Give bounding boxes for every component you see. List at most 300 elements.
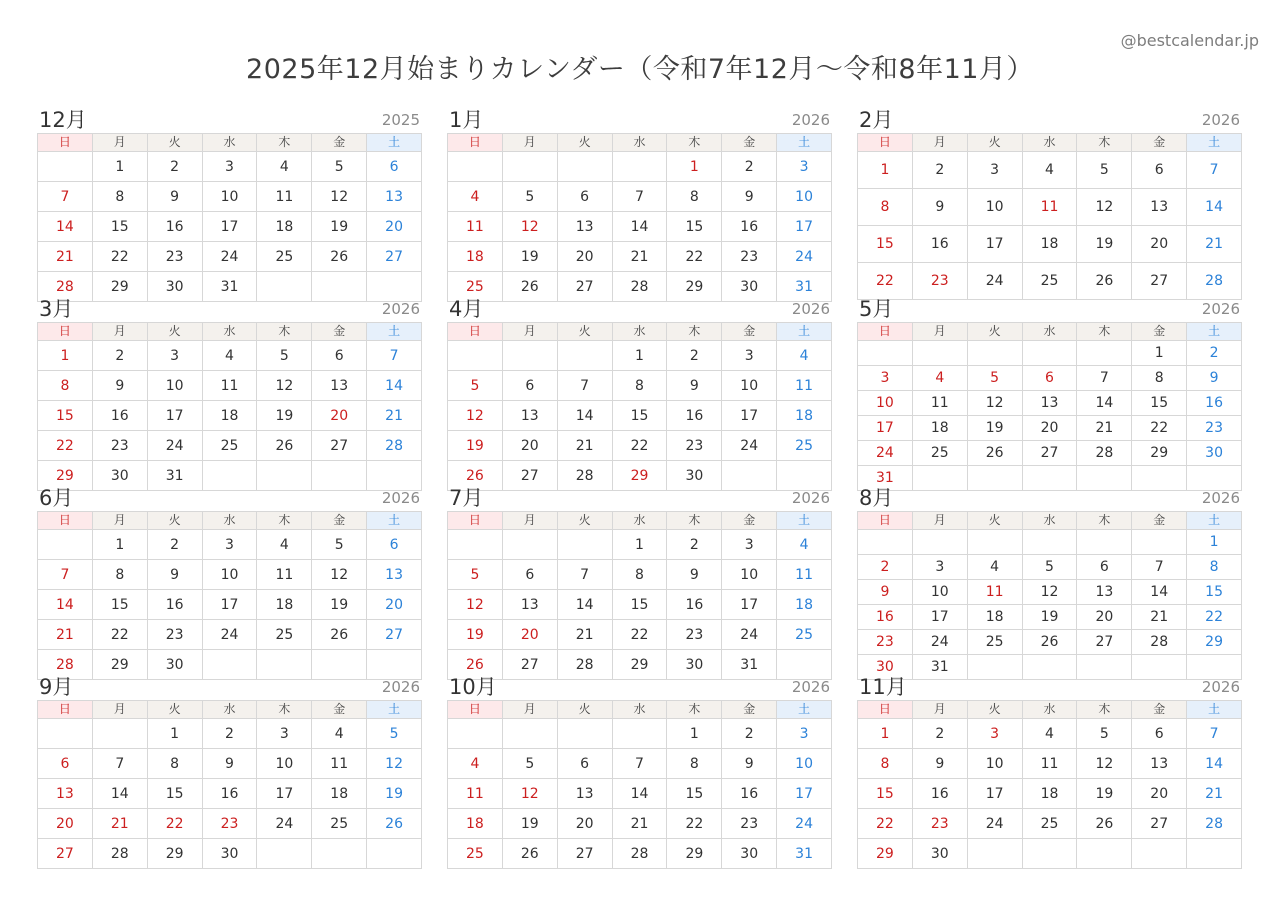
weekday-header: 金 xyxy=(722,512,777,530)
day-cell: 23 xyxy=(722,809,777,839)
month-year: 2026 xyxy=(381,489,420,507)
day-cell: 17 xyxy=(968,226,1023,263)
day-cell: 10 xyxy=(968,749,1023,779)
weekday-header: 月 xyxy=(503,512,558,530)
day-cell: 30 xyxy=(858,655,913,680)
day-cell: 26 xyxy=(257,431,312,461)
day-cell: 27 xyxy=(1023,441,1078,466)
day-cell: 21 xyxy=(558,431,613,461)
day-cell: 24 xyxy=(777,809,832,839)
day-cell: 17 xyxy=(203,212,258,242)
month-year: 2026 xyxy=(791,300,830,318)
weekday-header: 木 xyxy=(257,323,312,341)
day-cell: 17 xyxy=(722,401,777,431)
day-cell: 3 xyxy=(777,152,832,182)
day-cell: 11 xyxy=(257,560,312,590)
weekday-header: 金 xyxy=(722,134,777,152)
day-cell: 14 xyxy=(38,212,93,242)
day-cell: 3 xyxy=(777,719,832,749)
day-cell: 1 xyxy=(667,152,722,182)
day-cell: 3 xyxy=(257,719,312,749)
month-name: 3月 xyxy=(39,297,74,321)
day-cell: 20 xyxy=(503,431,558,461)
day-cell: 9 xyxy=(1187,366,1242,391)
empty-day-cell xyxy=(558,341,613,371)
month-grid xyxy=(857,322,1242,491)
day-cell: 9 xyxy=(148,182,203,212)
day-cell: 7 xyxy=(1187,152,1242,189)
weekday-header: 土 xyxy=(367,134,422,152)
day-cell: 17 xyxy=(777,779,832,809)
day-cell: 21 xyxy=(1187,779,1242,809)
day-cell: 4 xyxy=(203,341,258,371)
day-cell: 24 xyxy=(913,630,968,655)
day-cell: 26 xyxy=(312,620,367,650)
month-calendar xyxy=(447,487,832,680)
day-cell: 21 xyxy=(1077,416,1132,441)
day-cell: 9 xyxy=(858,580,913,605)
day-cell: 3 xyxy=(203,530,258,560)
weekday-header: 日 xyxy=(858,323,913,341)
day-cell: 5 xyxy=(448,560,503,590)
weekday-header: 土 xyxy=(367,512,422,530)
day-cell: 6 xyxy=(1023,366,1078,391)
empty-day-cell xyxy=(613,152,668,182)
weekday-header: 火 xyxy=(968,512,1023,530)
weekday-header: 木 xyxy=(257,134,312,152)
day-cell: 19 xyxy=(968,416,1023,441)
day-cell: 3 xyxy=(203,152,258,182)
day-cell: 14 xyxy=(1132,580,1187,605)
day-cell: 29 xyxy=(613,461,668,491)
day-cell: 27 xyxy=(1077,630,1132,655)
day-cell: 5 xyxy=(448,371,503,401)
weekday-header: 月 xyxy=(503,323,558,341)
day-cell: 28 xyxy=(1187,809,1242,839)
day-cell: 18 xyxy=(448,809,503,839)
weekday-header: 火 xyxy=(148,323,203,341)
month-header xyxy=(37,109,422,133)
empty-day-cell xyxy=(558,719,613,749)
day-cell: 23 xyxy=(93,431,148,461)
day-cell: 26 xyxy=(312,242,367,272)
day-cell: 24 xyxy=(968,809,1023,839)
day-cell: 23 xyxy=(722,242,777,272)
day-cell: 13 xyxy=(1132,749,1187,779)
day-cell: 27 xyxy=(503,650,558,680)
empty-day-cell xyxy=(1023,341,1078,366)
month-calendar xyxy=(447,298,832,491)
day-cell: 27 xyxy=(558,839,613,869)
month-name: 5月 xyxy=(859,297,894,321)
day-cell: 20 xyxy=(367,212,422,242)
day-cell: 4 xyxy=(448,182,503,212)
day-cell: 22 xyxy=(613,620,668,650)
day-cell: 25 xyxy=(448,272,503,302)
empty-day-cell xyxy=(968,839,1023,869)
empty-day-cell xyxy=(38,530,93,560)
day-cell: 7 xyxy=(613,182,668,212)
day-cell: 26 xyxy=(448,461,503,491)
weekday-header: 水 xyxy=(1023,512,1078,530)
day-cell: 11 xyxy=(777,371,832,401)
day-cell: 4 xyxy=(312,719,367,749)
day-cell: 30 xyxy=(913,839,968,869)
day-cell: 27 xyxy=(38,839,93,869)
weekday-header: 土 xyxy=(1187,512,1242,530)
weekday-header: 火 xyxy=(558,701,613,719)
empty-day-cell xyxy=(503,530,558,560)
weekday-header: 土 xyxy=(1187,701,1242,719)
day-cell: 12 xyxy=(503,212,558,242)
day-cell: 10 xyxy=(257,749,312,779)
day-cell: 1 xyxy=(613,341,668,371)
day-cell: 1 xyxy=(858,719,913,749)
day-cell: 15 xyxy=(93,590,148,620)
day-cell: 8 xyxy=(858,749,913,779)
day-cell: 26 xyxy=(367,809,422,839)
day-cell: 19 xyxy=(1023,605,1078,630)
month-name: 10月 xyxy=(449,675,497,699)
day-cell: 30 xyxy=(148,650,203,680)
empty-day-cell xyxy=(503,341,558,371)
weekday-header: 土 xyxy=(777,323,832,341)
month-year: 2026 xyxy=(381,678,420,696)
day-cell: 30 xyxy=(1187,441,1242,466)
day-cell: 1 xyxy=(613,530,668,560)
day-cell: 2 xyxy=(722,719,777,749)
day-cell: 30 xyxy=(148,272,203,302)
day-cell: 11 xyxy=(1023,749,1078,779)
day-cell: 4 xyxy=(257,530,312,560)
day-cell: 20 xyxy=(1132,226,1187,263)
month-year: 2026 xyxy=(1201,489,1240,507)
day-cell: 9 xyxy=(667,371,722,401)
day-cell: 29 xyxy=(858,839,913,869)
day-cell: 28 xyxy=(1132,630,1187,655)
weekday-header: 日 xyxy=(448,134,503,152)
day-cell: 29 xyxy=(93,650,148,680)
day-cell: 19 xyxy=(1077,226,1132,263)
month-name: 2月 xyxy=(859,108,894,132)
day-cell: 4 xyxy=(968,555,1023,580)
day-cell: 16 xyxy=(667,590,722,620)
day-cell: 13 xyxy=(38,779,93,809)
day-cell: 19 xyxy=(367,779,422,809)
day-cell: 21 xyxy=(613,242,668,272)
month-header xyxy=(447,487,832,511)
month-year: 2026 xyxy=(1201,678,1240,696)
day-cell: 5 xyxy=(257,341,312,371)
weekday-header: 水 xyxy=(1023,323,1078,341)
month-name: 8月 xyxy=(859,486,894,510)
weekday-header: 日 xyxy=(38,134,93,152)
day-cell: 9 xyxy=(722,749,777,779)
month-grid xyxy=(857,133,1242,300)
day-cell: 13 xyxy=(1132,189,1187,226)
day-cell: 14 xyxy=(367,371,422,401)
month-header xyxy=(857,298,1242,322)
weekday-header: 金 xyxy=(722,701,777,719)
day-cell: 24 xyxy=(257,809,312,839)
day-cell: 25 xyxy=(1023,809,1078,839)
day-cell: 26 xyxy=(1023,630,1078,655)
day-cell: 13 xyxy=(1077,580,1132,605)
day-cell: 17 xyxy=(777,212,832,242)
day-cell: 16 xyxy=(913,779,968,809)
weekday-header: 日 xyxy=(38,323,93,341)
day-cell: 26 xyxy=(503,839,558,869)
day-cell: 12 xyxy=(503,779,558,809)
day-cell: 7 xyxy=(38,182,93,212)
day-cell: 25 xyxy=(203,431,258,461)
month-grid xyxy=(447,700,832,869)
empty-day-cell xyxy=(968,341,1023,366)
empty-day-cell xyxy=(913,530,968,555)
weekday-header: 土 xyxy=(367,323,422,341)
day-cell: 6 xyxy=(558,182,613,212)
day-cell: 8 xyxy=(148,749,203,779)
day-cell: 9 xyxy=(93,371,148,401)
day-cell: 28 xyxy=(93,839,148,869)
day-cell: 10 xyxy=(913,580,968,605)
day-cell: 2 xyxy=(858,555,913,580)
day-cell: 7 xyxy=(558,371,613,401)
day-cell: 10 xyxy=(968,189,1023,226)
day-cell: 21 xyxy=(367,401,422,431)
day-cell: 31 xyxy=(858,466,913,491)
day-cell: 18 xyxy=(203,401,258,431)
weekday-header: 月 xyxy=(93,134,148,152)
day-cell: 3 xyxy=(968,152,1023,189)
day-cell: 23 xyxy=(667,431,722,461)
month-calendar xyxy=(37,109,422,302)
day-cell: 11 xyxy=(257,182,312,212)
day-cell: 19 xyxy=(312,212,367,242)
month-year: 2026 xyxy=(791,111,830,129)
weekday-header: 金 xyxy=(722,323,777,341)
day-cell: 11 xyxy=(448,779,503,809)
day-cell: 27 xyxy=(312,431,367,461)
day-cell: 16 xyxy=(148,212,203,242)
day-cell: 29 xyxy=(1132,441,1187,466)
day-cell: 22 xyxy=(858,809,913,839)
day-cell: 13 xyxy=(312,371,367,401)
day-cell: 16 xyxy=(722,212,777,242)
day-cell: 8 xyxy=(93,182,148,212)
month-grid xyxy=(37,700,422,869)
day-cell: 29 xyxy=(38,461,93,491)
day-cell: 25 xyxy=(257,620,312,650)
day-cell: 14 xyxy=(613,212,668,242)
day-cell: 21 xyxy=(38,620,93,650)
day-cell: 20 xyxy=(367,590,422,620)
day-cell: 26 xyxy=(1077,809,1132,839)
day-cell: 4 xyxy=(777,530,832,560)
weekday-header: 月 xyxy=(93,512,148,530)
day-cell: 11 xyxy=(913,391,968,416)
month-name: 7月 xyxy=(449,486,484,510)
empty-day-cell xyxy=(1132,839,1187,869)
weekday-header: 日 xyxy=(38,701,93,719)
day-cell: 15 xyxy=(148,779,203,809)
day-cell: 18 xyxy=(913,416,968,441)
day-cell: 16 xyxy=(722,779,777,809)
day-cell: 11 xyxy=(448,212,503,242)
weekday-header: 日 xyxy=(38,512,93,530)
day-cell: 13 xyxy=(503,401,558,431)
day-cell: 29 xyxy=(613,650,668,680)
day-cell: 23 xyxy=(148,242,203,272)
month-calendar xyxy=(857,109,1242,300)
day-cell: 5 xyxy=(503,749,558,779)
day-cell: 8 xyxy=(93,560,148,590)
weekday-header: 火 xyxy=(968,323,1023,341)
day-cell: 5 xyxy=(968,366,1023,391)
day-cell: 20 xyxy=(312,401,367,431)
weekday-header: 木 xyxy=(667,701,722,719)
day-cell: 24 xyxy=(203,620,258,650)
day-cell: 19 xyxy=(448,620,503,650)
month-calendar xyxy=(37,676,422,869)
day-cell: 18 xyxy=(777,590,832,620)
day-cell: 24 xyxy=(203,242,258,272)
day-cell: 2 xyxy=(148,152,203,182)
weekday-header: 日 xyxy=(858,701,913,719)
month-header xyxy=(857,676,1242,700)
day-cell: 17 xyxy=(148,401,203,431)
day-cell: 30 xyxy=(667,461,722,491)
day-cell: 13 xyxy=(367,560,422,590)
day-cell: 7 xyxy=(613,749,668,779)
day-cell: 15 xyxy=(667,212,722,242)
day-cell: 2 xyxy=(93,341,148,371)
weekday-header: 日 xyxy=(858,512,913,530)
day-cell: 10 xyxy=(858,391,913,416)
day-cell: 6 xyxy=(367,152,422,182)
day-cell: 30 xyxy=(722,272,777,302)
day-cell: 31 xyxy=(777,272,832,302)
day-cell: 20 xyxy=(558,242,613,272)
day-cell: 18 xyxy=(312,779,367,809)
month-header xyxy=(447,298,832,322)
day-cell: 7 xyxy=(93,749,148,779)
day-cell: 23 xyxy=(913,809,968,839)
day-cell: 2 xyxy=(667,530,722,560)
day-cell: 14 xyxy=(558,590,613,620)
day-cell: 26 xyxy=(448,650,503,680)
weekday-header: 月 xyxy=(913,323,968,341)
day-cell: 14 xyxy=(1187,189,1242,226)
day-cell: 3 xyxy=(722,341,777,371)
day-cell: 18 xyxy=(777,401,832,431)
weekday-header: 木 xyxy=(1077,134,1132,152)
day-cell: 27 xyxy=(1132,263,1187,300)
weekday-header: 月 xyxy=(93,701,148,719)
day-cell: 11 xyxy=(312,749,367,779)
day-cell: 27 xyxy=(367,242,422,272)
day-cell: 12 xyxy=(1023,580,1078,605)
day-cell: 16 xyxy=(148,590,203,620)
day-cell: 9 xyxy=(913,189,968,226)
day-cell: 2 xyxy=(148,530,203,560)
month-calendar xyxy=(447,676,832,869)
day-cell: 11 xyxy=(968,580,1023,605)
day-cell: 28 xyxy=(38,650,93,680)
day-cell: 12 xyxy=(367,749,422,779)
day-cell: 13 xyxy=(558,212,613,242)
day-cell: 12 xyxy=(448,590,503,620)
day-cell: 17 xyxy=(722,590,777,620)
day-cell: 18 xyxy=(1023,226,1078,263)
day-cell: 1 xyxy=(1132,341,1187,366)
day-cell: 18 xyxy=(968,605,1023,630)
weekday-header: 木 xyxy=(667,134,722,152)
day-cell: 3 xyxy=(148,341,203,371)
weekday-header: 土 xyxy=(367,701,422,719)
empty-day-cell xyxy=(913,341,968,366)
day-cell: 29 xyxy=(148,839,203,869)
day-cell: 22 xyxy=(93,620,148,650)
month-calendar xyxy=(857,676,1242,869)
day-cell: 23 xyxy=(203,809,258,839)
day-cell: 1 xyxy=(93,152,148,182)
day-cell: 25 xyxy=(1023,263,1078,300)
day-cell: 5 xyxy=(367,719,422,749)
empty-day-cell xyxy=(1077,530,1132,555)
day-cell: 25 xyxy=(913,441,968,466)
day-cell: 24 xyxy=(722,431,777,461)
day-cell: 1 xyxy=(148,719,203,749)
day-cell: 10 xyxy=(777,182,832,212)
month-grid xyxy=(37,511,422,680)
day-cell: 24 xyxy=(148,431,203,461)
empty-day-cell xyxy=(1132,530,1187,555)
weekday-header: 木 xyxy=(257,701,312,719)
day-cell: 7 xyxy=(1132,555,1187,580)
day-cell: 22 xyxy=(93,242,148,272)
day-cell: 8 xyxy=(858,189,913,226)
day-cell: 4 xyxy=(448,749,503,779)
day-cell: 1 xyxy=(1187,530,1242,555)
day-cell: 15 xyxy=(93,212,148,242)
day-cell: 8 xyxy=(38,371,93,401)
day-cell: 22 xyxy=(1187,605,1242,630)
day-cell: 1 xyxy=(93,530,148,560)
day-cell: 31 xyxy=(913,655,968,680)
month-year: 2025 xyxy=(381,111,420,129)
day-cell: 16 xyxy=(858,605,913,630)
month-grid xyxy=(37,133,422,302)
day-cell: 28 xyxy=(558,650,613,680)
weekday-header: 日 xyxy=(448,701,503,719)
empty-day-cell xyxy=(1077,839,1132,869)
month-header xyxy=(37,298,422,322)
day-cell: 24 xyxy=(968,263,1023,300)
day-cell: 30 xyxy=(203,839,258,869)
month-header xyxy=(447,109,832,133)
weekday-header: 水 xyxy=(203,512,258,530)
weekday-header: 水 xyxy=(613,701,668,719)
day-cell: 20 xyxy=(1077,605,1132,630)
day-cell: 25 xyxy=(777,431,832,461)
day-cell: 29 xyxy=(667,839,722,869)
day-cell: 20 xyxy=(558,809,613,839)
weekday-header: 火 xyxy=(968,701,1023,719)
month-grid xyxy=(857,511,1242,680)
day-cell: 9 xyxy=(203,749,258,779)
empty-day-cell xyxy=(858,530,913,555)
